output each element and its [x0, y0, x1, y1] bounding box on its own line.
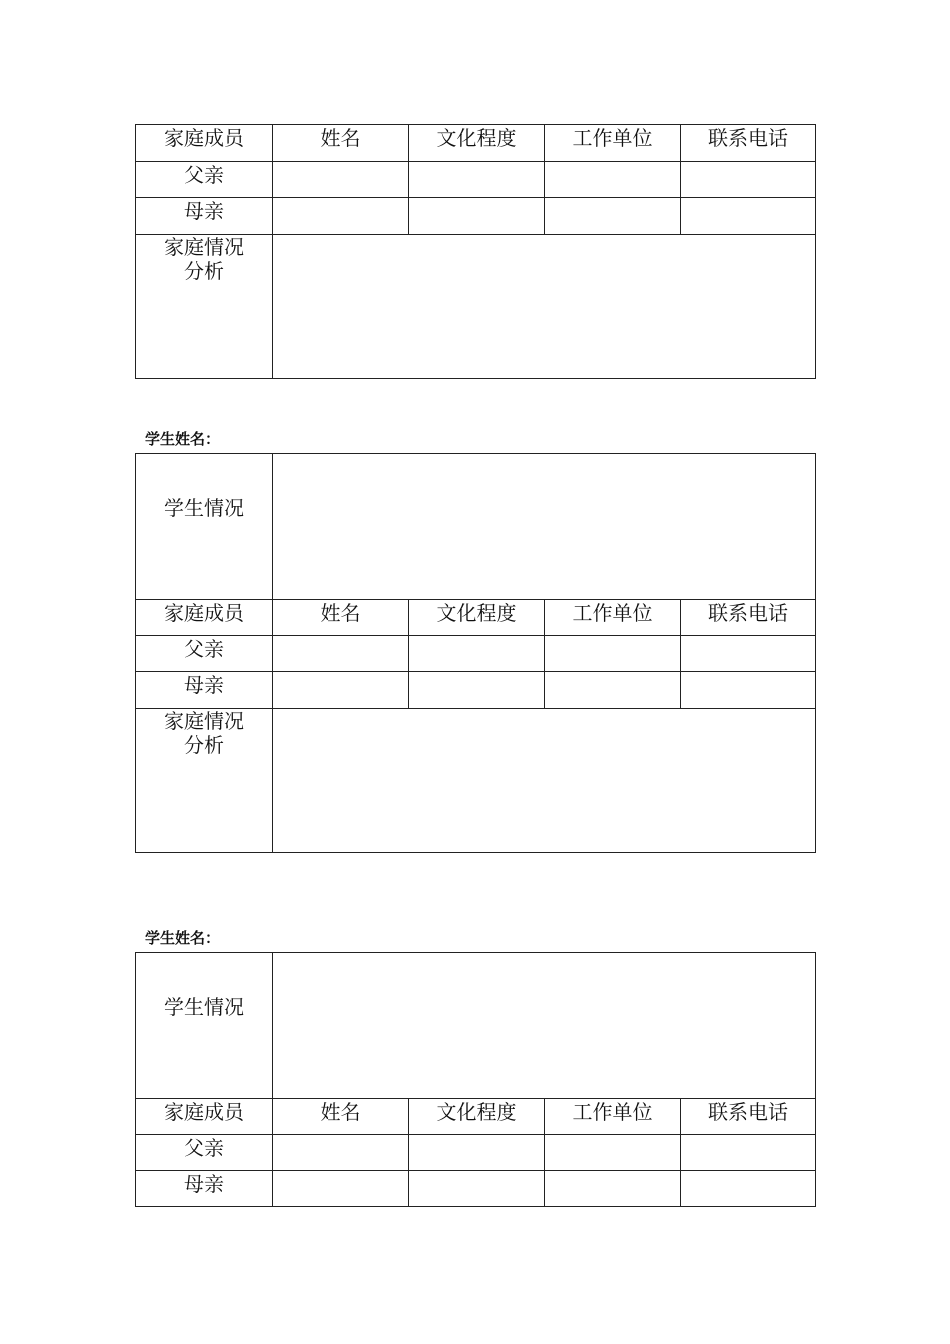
father-name-cell[interactable] [272, 636, 408, 671]
student-situation-row [136, 454, 815, 599]
father-workplace-cell[interactable] [544, 636, 680, 671]
mother-name-cell[interactable] [272, 198, 408, 234]
header-name: 姓名 [272, 600, 408, 635]
student-situation-label: 学生情况 [164, 496, 244, 520]
mother-label: 母亲 [184, 673, 224, 697]
father-phone-cell[interactable] [680, 162, 815, 197]
header-name: 姓名 [272, 125, 408, 161]
father-phone-cell[interactable] [680, 636, 815, 671]
analysis-label [136, 235, 272, 378]
student-name-label: 学生姓名： [145, 430, 221, 448]
father-label: 父亲 [184, 637, 224, 661]
header-phone: 联系电话 [680, 600, 815, 635]
father-name-cell[interactable] [272, 1135, 408, 1170]
mother-education-cell[interactable] [408, 198, 544, 234]
analysis-content-cell[interactable] [272, 235, 815, 378]
mother-workplace-cell[interactable] [544, 1171, 680, 1206]
mother-education-cell[interactable] [408, 672, 544, 708]
mother-label: 母亲 [184, 199, 224, 223]
father-row [136, 161, 815, 197]
header-education: 文化程度 [408, 600, 544, 635]
header-row [136, 599, 815, 635]
analysis-label-line1: 家庭情况 [164, 235, 244, 259]
father-label: 父亲 [184, 163, 224, 187]
student-situation-content[interactable] [272, 454, 815, 599]
analysis-row [136, 234, 815, 378]
analysis-label [136, 709, 272, 852]
header-phone: 联系电话 [680, 1099, 815, 1134]
header-name: 姓名 [272, 1099, 408, 1134]
mother-phone-cell[interactable] [680, 198, 815, 234]
father-education-cell[interactable] [408, 162, 544, 197]
header-education: 文化程度 [408, 1099, 544, 1134]
student-table-2 [135, 453, 816, 853]
header-row [136, 125, 815, 161]
analysis-row [136, 708, 815, 852]
student-situation-row [136, 953, 815, 1098]
father-education-cell[interactable] [408, 1135, 544, 1170]
header-phone: 联系电话 [680, 125, 815, 161]
header-education: 文化程度 [408, 125, 544, 161]
father-row [136, 635, 815, 671]
student-name-label: 学生姓名： [145, 929, 221, 947]
analysis-label-line2: 分析 [184, 733, 224, 757]
analysis-label-line1: 家庭情况 [164, 709, 244, 733]
father-workplace-cell[interactable] [544, 1135, 680, 1170]
header-row [136, 1098, 815, 1134]
header-family-member: 家庭成员 [164, 126, 244, 150]
mother-row [136, 197, 815, 234]
mother-name-cell[interactable] [272, 1171, 408, 1206]
header-workplace: 工作单位 [544, 600, 680, 635]
student-situation-content[interactable] [272, 953, 815, 1098]
family-table-1 [135, 124, 816, 379]
mother-name-cell[interactable] [272, 672, 408, 708]
header-workplace: 工作单位 [544, 125, 680, 161]
mother-label: 母亲 [184, 1172, 224, 1196]
header-family-member: 家庭成员 [164, 1100, 244, 1124]
mother-workplace-cell[interactable] [544, 198, 680, 234]
student-situation-label: 学生情况 [164, 995, 244, 1019]
father-name-cell[interactable] [272, 162, 408, 197]
father-education-cell[interactable] [408, 636, 544, 671]
father-label: 父亲 [184, 1136, 224, 1160]
mother-row [136, 671, 815, 708]
father-workplace-cell[interactable] [544, 162, 680, 197]
mother-phone-cell[interactable] [680, 1171, 815, 1206]
student-table-3 [135, 952, 816, 1207]
father-row [136, 1134, 815, 1170]
header-workplace: 工作单位 [544, 1099, 680, 1134]
analysis-content-cell[interactable] [272, 709, 815, 852]
header-family-member: 家庭成员 [164, 601, 244, 625]
analysis-label-line2: 分析 [184, 259, 224, 283]
mother-education-cell[interactable] [408, 1171, 544, 1206]
mother-workplace-cell[interactable] [544, 672, 680, 708]
mother-row [136, 1170, 815, 1206]
father-phone-cell[interactable] [680, 1135, 815, 1170]
mother-phone-cell[interactable] [680, 672, 815, 708]
